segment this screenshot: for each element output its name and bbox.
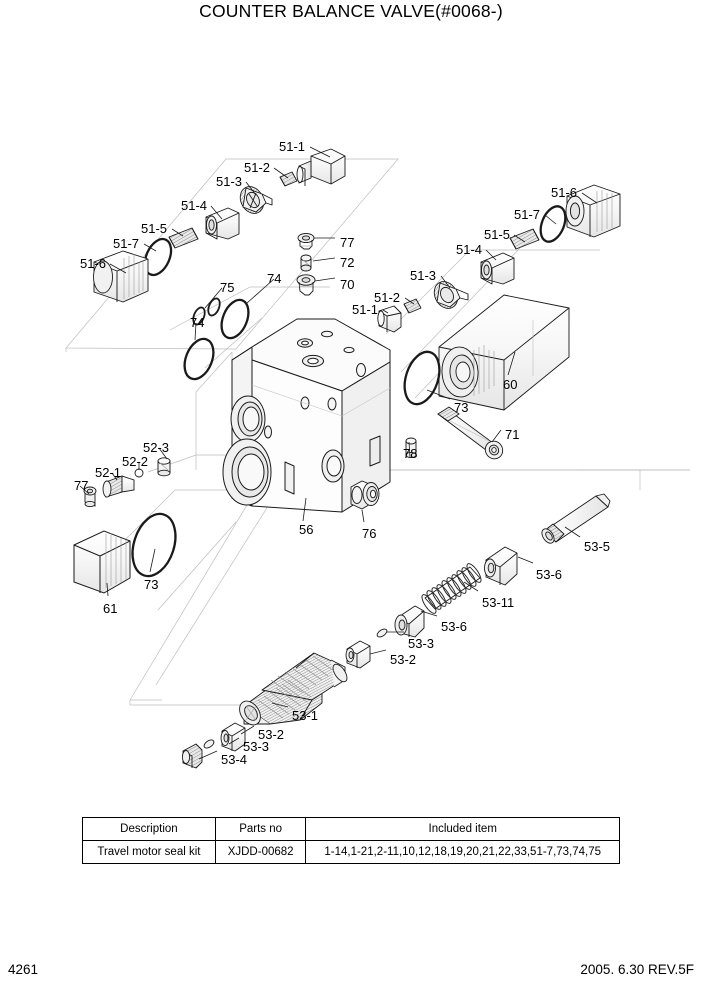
callout-label-53-6: 53-6 (441, 619, 468, 634)
part-73-left-oring (125, 508, 183, 581)
part-71-socket-bolt (438, 407, 506, 462)
callout-label-51-5: 51-5 (484, 227, 511, 242)
callout-label-51-2: 51-2 (374, 290, 401, 305)
callout-label-53-5: 53-5 (584, 539, 611, 554)
callout-label-51-1: 51-1 (352, 302, 379, 317)
part-53-4 (182, 744, 202, 768)
part-61-cap (74, 531, 130, 593)
part-53-2-right-small (351, 636, 374, 663)
part-53-6-upper (485, 547, 518, 585)
table-header-description: Description (83, 818, 216, 841)
cell-parts-no: XJDD-00682 (215, 841, 306, 864)
callout-label-52-1: 52-1 (95, 465, 122, 480)
assembly-61 (74, 508, 183, 593)
part-51-7-right (536, 203, 570, 246)
callout-label-51-2: 51-2 (244, 160, 271, 175)
part-73-right-oring (398, 347, 445, 408)
callout-label-53-1: 53-1 (292, 708, 319, 723)
callout-label-53-3: 53-3 (243, 739, 270, 754)
callout-label-51-4: 51-4 (456, 242, 483, 257)
callout-label-78: 78 (403, 446, 418, 461)
callout-label-53-6: 53-6 (536, 567, 563, 582)
part-76-fitting (351, 481, 379, 509)
callout-label-71: 71 (505, 427, 520, 442)
callout-label-77: 77 (74, 478, 89, 493)
callout-label-77: 77 (340, 235, 355, 250)
callout-label-60: 60 (503, 377, 518, 392)
callout-label-51-6: 51-6 (80, 256, 107, 271)
callout-label-73: 73 (144, 577, 159, 592)
table-header-included-item: Included item (306, 818, 620, 841)
callout-label-74: 74 (190, 315, 205, 330)
part-52-3 (158, 458, 170, 476)
table-row (83, 841, 620, 864)
callout-label-53-2: 53-2 (258, 727, 285, 742)
assembly-53-upper (346, 494, 610, 668)
revision-label: 2005. 6.30 REV.5F (580, 962, 694, 977)
callout-label-51-1: 51-1 (279, 139, 306, 154)
assembly-51-right (378, 185, 620, 410)
part-72 (301, 255, 311, 271)
callout-label-61: 61 (103, 601, 118, 616)
callout-label-75: 75 (220, 280, 235, 295)
part-74-lower (179, 335, 219, 384)
callout-label-53-3: 53-3 (408, 636, 435, 651)
callout-label-51-7: 51-7 (113, 236, 140, 251)
part-51-5-right (510, 229, 539, 249)
callout-label-53-11: 53-11 (482, 595, 515, 610)
part-51-1-left (297, 149, 345, 186)
callout-label-56: 56 (299, 522, 314, 537)
callout-label-70: 70 (340, 277, 355, 292)
part-51-4-left (206, 208, 239, 239)
page-number: 4261 (8, 962, 39, 977)
part-52-2 (135, 469, 143, 477)
callout-label-72: 72 (340, 255, 355, 270)
part-53-5 (539, 494, 610, 545)
part-53-3-upper (376, 627, 388, 638)
cell-included-item: 1-14,1-21,2-11,10,12,18,19,20,21,22,33,51-7,73,74,75 (306, 841, 620, 864)
callout-label-73: 73 (454, 400, 469, 415)
callout-label-51-7: 51-7 (514, 207, 541, 222)
callout-label-53-4: 53-4 (221, 752, 248, 767)
page-title: COUNTER BALANCE VALVE(#0068-) (199, 1, 503, 21)
cell-description: Travel motor seal kit (83, 841, 216, 864)
part-53-3-lower (203, 738, 216, 749)
callout-label-52-2: 52-2 (122, 454, 149, 469)
part-51-4-right (481, 253, 514, 284)
callout-label-51-5: 51-5 (141, 221, 168, 236)
part-75-b (206, 297, 222, 317)
part-51-5-left (169, 228, 198, 248)
seal-kit-table (82, 817, 620, 864)
part-53-2-lower (221, 723, 245, 751)
callout-label-51-4: 51-4 (181, 198, 208, 213)
callout-label-53-2: 53-2 (390, 652, 417, 667)
callout-label-52-3: 52-3 (143, 440, 170, 455)
callout-label-51-3: 51-3 (410, 268, 437, 283)
callout-label-74: 74 (267, 271, 282, 286)
assembly-center-plugs (297, 233, 315, 295)
table-header-parts-no: Parts no (215, 818, 306, 841)
callout-label-76: 76 (362, 526, 377, 541)
assembly-53-lower (182, 636, 374, 768)
callout-label-51-6: 51-6 (551, 185, 578, 200)
part-70 (297, 275, 315, 295)
callout-label-51-3: 51-3 (216, 174, 243, 189)
part-51-1-right (378, 306, 401, 332)
table-header-row (83, 818, 620, 841)
part-77-top (298, 233, 314, 249)
